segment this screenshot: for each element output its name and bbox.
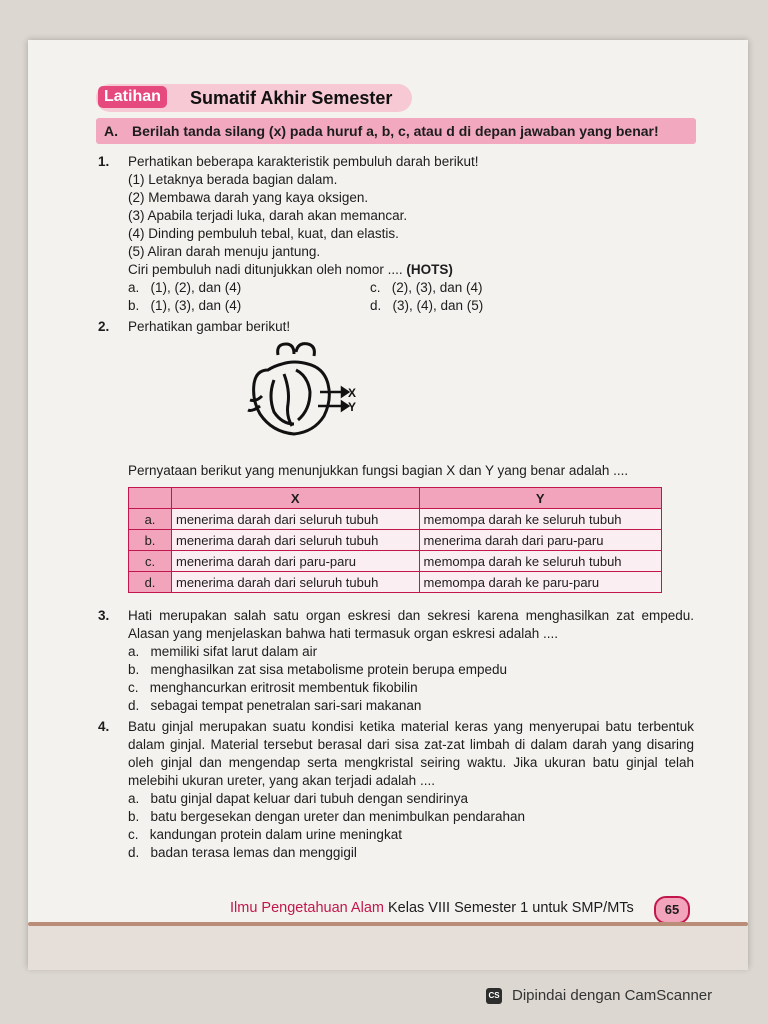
q1-option-a[interactable]: a. (1), (2), dan (4) (128, 280, 242, 295)
q4-number: 4. (98, 719, 110, 734)
table-row[interactable] (129, 572, 662, 593)
q1-item: (3) Apabila terjadi luka, darah akan memancar. (128, 208, 408, 223)
table-cell: memompa darah ke seluruh tubuh (419, 509, 661, 530)
table-cell: a. (129, 509, 172, 530)
table-cell: menerima darah dari paru-paru (419, 530, 661, 551)
camscanner-logo-icon: CS (486, 988, 502, 1004)
page-number: 65 (654, 896, 690, 924)
q4-option-b[interactable]: b. batu bergesekan dengan ureter dan menimbulkan pendarahan (128, 809, 526, 824)
q4-option-d[interactable]: d. badan terasa lemas dan menggigil (128, 845, 357, 860)
page-title: Sumatif Akhir Semester (190, 88, 393, 108)
q3-option-a[interactable]: a. memiliki sifat larut dalam air (128, 644, 318, 659)
table-cell: menerima darah dari seluruh tubuh (172, 530, 420, 551)
footer-rest: Kelas VIII Semester 1 untuk SMP/MTs (383, 900, 634, 916)
page-bottom-strip (28, 925, 748, 970)
q1-stem: Perhatikan beberapa karakteristik pembuluh darah berikut! (128, 154, 479, 169)
table-header-row (129, 488, 662, 509)
table-header: X (172, 488, 420, 509)
q2-number: 2. (98, 319, 110, 334)
q1-option-c[interactable]: c. (2), (3), dan (4) (370, 280, 483, 295)
camscanner-watermark: Dipindai dengan CamScanner (512, 987, 713, 1004)
table-cell: memompa darah ke paru-paru (419, 572, 661, 593)
table-cell: d. (129, 572, 172, 593)
q2-question: Pernyataan berikut yang menunjukkan fungsi bagian X dan Y yang benar adalah .... (128, 463, 629, 478)
q3-stem: Hati merupakan salah satu organ eskresi dan sekresi karena menghasilkan zat empedu. Alasan yang menjelaskan bahwa hati termasuk organ eskresi adalah .... (128, 608, 694, 641)
q4-stem: Batu ginjal merupakan suatu kondisi ketika material keras yang menyerupai batu terbentuk dalam ginjal. Material tersebut berasal dari sisa zat-zat limbah di dalam darah yang disaring oleh ginjal dan mengendap serta mengkristal seiring waktu. Jika ukuran batu ginjal telah melebihi ukuran ureter, yang akan terjadi adalah .... (128, 719, 694, 788)
table-cell: memompa darah ke seluruh tubuh (419, 551, 661, 572)
table-cell: c. (129, 551, 172, 572)
section-instruction: Berilah tanda silang (x) pada huruf a, b, c, atau d di depan jawaban yang benar! (132, 123, 659, 139)
q1-item: (4) Dinding pembuluh tebal, kuat, dan elastis. (128, 226, 399, 241)
footer-subject: Ilmu Pengetahuan Alam (230, 900, 384, 916)
table-cell: menerima darah dari seluruh tubuh (172, 509, 420, 530)
section-letter: A. (104, 123, 118, 139)
table-cell: menerima darah dari paru-paru (172, 551, 420, 572)
q1-question-text: Ciri pembuluh nadi ditunjukkan oleh nomor .... (128, 262, 403, 277)
footer-divider (28, 922, 748, 926)
latihan-tag: Latihan (98, 86, 167, 108)
heart-diagram (238, 340, 368, 440)
table-row[interactable] (129, 530, 662, 551)
table-header: Y (419, 488, 661, 509)
table-cell: menerima darah dari seluruh tubuh (172, 572, 420, 593)
label-y: Y (348, 400, 357, 414)
q3-number: 3. (98, 608, 110, 623)
q1-item: (2) Membawa darah yang kaya oksigen. (128, 190, 369, 205)
q1-option-d[interactable]: d. (3), (4), dan (5) (370, 298, 484, 313)
q1-item: (5) Aliran darah menuju jantung. (128, 244, 321, 259)
q1-option-b[interactable]: b. (1), (3), dan (4) (128, 298, 242, 313)
answer-table (128, 487, 662, 593)
q4-option-a[interactable]: a. batu ginjal dapat keluar dari tubuh dengan sendirinya (128, 791, 469, 806)
page-footer (230, 897, 634, 919)
q2-stem: Perhatikan gambar berikut! (128, 319, 291, 334)
q3-option-d[interactable]: d. sebagai tempat penetralan sari-sari makanan (128, 698, 422, 713)
q1-question (128, 261, 453, 279)
table-row[interactable] (129, 509, 662, 530)
q4-option-c[interactable]: c. kandungan protein dalam urine meningkat (128, 827, 402, 842)
table-row[interactable] (129, 551, 662, 572)
hots-label: (HOTS) (406, 262, 453, 277)
label-x: X (348, 386, 357, 400)
q1-item: (1) Letaknya berada bagian dalam. (128, 172, 338, 187)
table-header (129, 488, 172, 509)
q1-number: 1. (98, 154, 110, 169)
q3-option-c[interactable]: c. menghancurkan eritrosit membentuk fikobilin (128, 680, 418, 695)
table-cell: b. (129, 530, 172, 551)
q3-option-b[interactable]: b. menghasilkan zat sisa metabolisme protein berupa empedu (128, 662, 507, 677)
